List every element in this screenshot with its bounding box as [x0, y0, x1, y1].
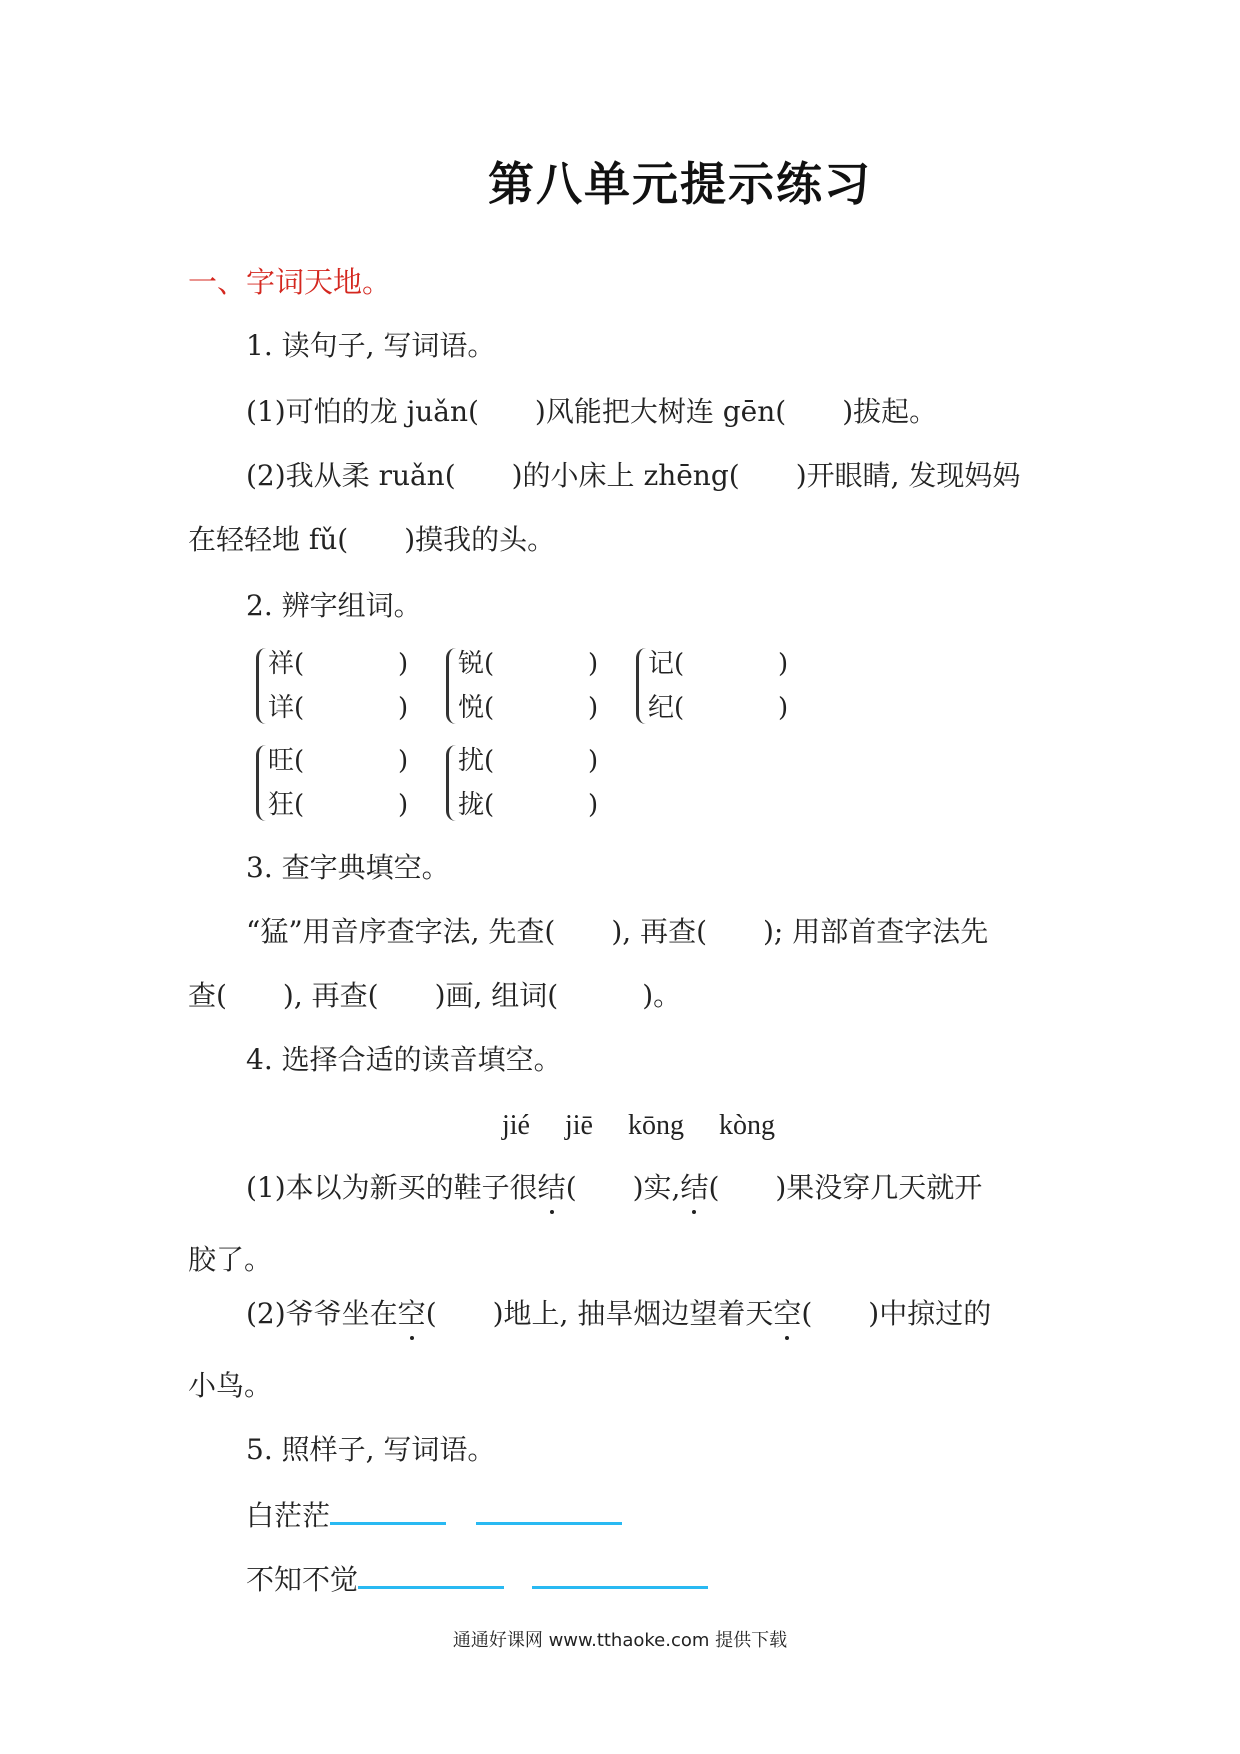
q3-line1: “猛”用音序查字法, 先查( ), 再查( ); 用部首查字法先: [246, 915, 989, 948]
q4-sentence1-line2: 胶了。: [188, 1243, 273, 1276]
q1-line2: (2)我从柔 ruǎn( )的小床上 zhēng( )开眼睛, 发现妈妈: [246, 459, 1021, 492]
close-parens: [398, 739, 408, 827]
close-paren: ): [588, 649, 599, 679]
close-paren: ): [398, 746, 409, 776]
q5-example2: [246, 1558, 708, 1600]
dotted-char: 空: [773, 1294, 801, 1334]
dotted-char: 空: [398, 1294, 426, 1334]
answer-blank[interactable]: [358, 1558, 504, 1589]
close-paren: ): [398, 790, 409, 820]
char-a: 祥(: [268, 649, 305, 679]
section-heading: 一、字词天地。: [188, 265, 392, 299]
answer-blank[interactable]: [476, 1494, 622, 1525]
close-paren: ): [588, 693, 599, 723]
text: ( )实,: [565, 1171, 681, 1204]
dotted-char: 结: [680, 1168, 708, 1208]
word-pair: [648, 642, 684, 730]
q2-heading: 2. 辨字组词。: [246, 589, 422, 622]
dotted-char: 结: [538, 1168, 566, 1208]
answer-blank[interactable]: [330, 1494, 446, 1525]
q4-sentence1: [246, 1168, 982, 1208]
char-b: 悦(: [458, 693, 495, 723]
close-parens: [588, 642, 598, 730]
answer-blank[interactable]: [532, 1558, 708, 1589]
q1-line3: 在轻轻地 fǔ( )摸我的头。: [188, 523, 556, 556]
close-paren: ): [398, 649, 409, 679]
char-b: 纪(: [648, 693, 685, 723]
q5-example1: [246, 1494, 622, 1536]
page-title: 第八单元提示练习: [488, 157, 872, 211]
close-paren: ): [778, 649, 789, 679]
q3-line2: 查( ), 再查( )画, 组词( )。: [188, 979, 682, 1012]
text: (1)本以为新买的鞋子很: [246, 1171, 538, 1204]
char-a: 旺(: [268, 746, 305, 776]
close-paren: ): [778, 693, 789, 723]
char-a: 记(: [648, 649, 685, 679]
q3-heading: 3. 查字典填空。: [246, 851, 450, 884]
q1-heading: 1. 读句子, 写词语。: [246, 329, 496, 362]
char-a: 锐(: [458, 649, 495, 679]
word-pair: [458, 642, 494, 730]
example-word: 不知不觉: [246, 1563, 359, 1596]
pinyin-options: jié jiē kōng kòng: [502, 1110, 775, 1141]
close-paren: ): [588, 746, 599, 776]
word-pair: [268, 739, 304, 827]
example-word: 白茫茫: [246, 1499, 331, 1532]
text: (2)爷爷坐在: [246, 1297, 398, 1330]
char-b: 狂(: [268, 790, 305, 820]
word-pair: [458, 739, 494, 827]
q4-sentence2: [246, 1294, 991, 1334]
close-parens: [778, 642, 788, 730]
close-paren: ): [588, 790, 599, 820]
q1-line1: (1)可怕的龙 juǎn( )风能把大树连 gēn( )拔起。: [246, 395, 938, 428]
q5-heading: 5. 照样子, 写词语。: [246, 1433, 496, 1466]
close-parens: [588, 739, 598, 827]
text: ( )地上, 抽旱烟边望着天: [425, 1297, 774, 1330]
char-b: 拢(: [458, 790, 495, 820]
word-pair: [268, 642, 304, 730]
char-a: 扰(: [458, 746, 495, 776]
text: ( )果没穿几天就开: [708, 1171, 983, 1204]
char-b: 详(: [268, 693, 305, 723]
text: ( )中掠过的: [801, 1297, 992, 1330]
close-parens: [398, 642, 408, 730]
q4-heading: 4. 选择合适的读音填空。: [246, 1043, 562, 1076]
close-paren: ): [398, 693, 409, 723]
footer-source: 通通好课网 www.tthaoke.com 提供下载: [452, 1630, 788, 1651]
q4-sentence2-line2: 小鸟。: [188, 1369, 273, 1402]
